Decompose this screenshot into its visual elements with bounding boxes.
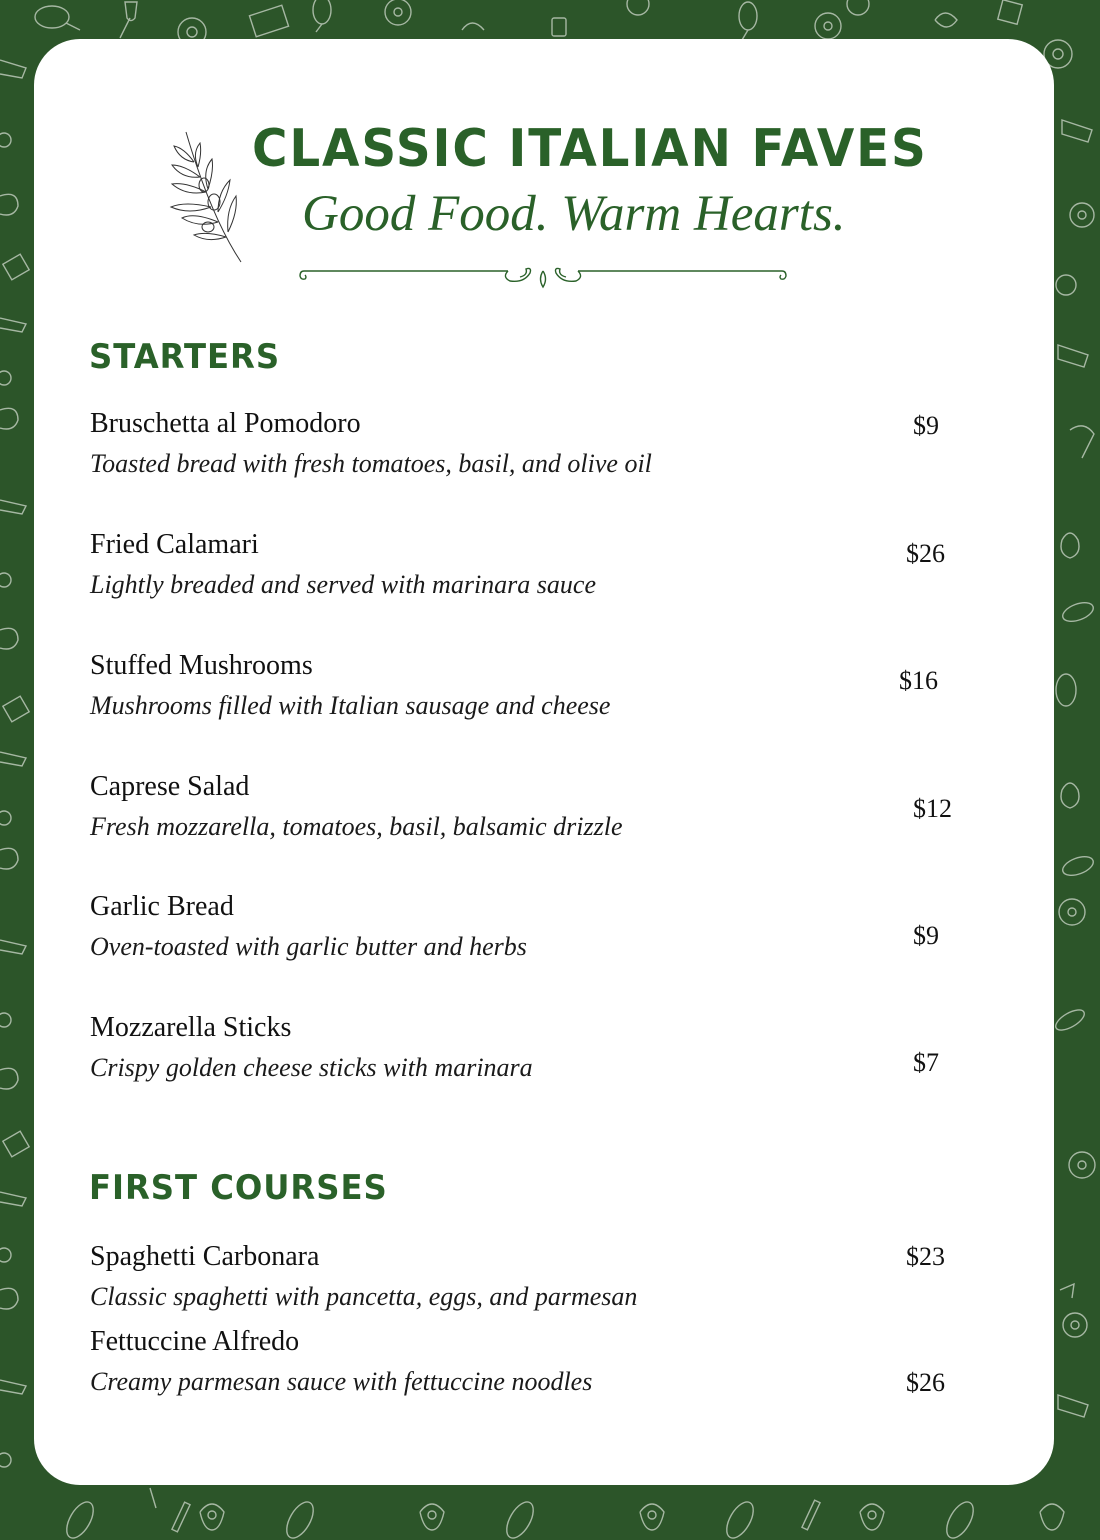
menu-item	[90, 1012, 990, 1084]
item-name: Fried Calamari	[90, 529, 259, 560]
menu-item	[90, 1326, 990, 1398]
item-price: $26	[906, 539, 945, 568]
item-description: Mushrooms filled with Italian sausage and cheese	[90, 691, 611, 720]
item-description: Toasted bread with fresh tomatoes, basil, and olive oil	[90, 449, 652, 478]
menu-card	[34, 39, 1054, 1485]
section-title-first-courses: FIRST COURSES	[89, 1168, 388, 1208]
item-description: Creamy parmesan sauce with fettuccine noodles	[90, 1367, 593, 1396]
item-price: $16	[899, 666, 938, 695]
menu-item	[90, 1241, 990, 1313]
item-name: Garlic Bread	[90, 891, 234, 922]
item-name: Bruschetta al Pomodoro	[90, 408, 361, 439]
section-title-starters: STARTERS	[89, 337, 281, 377]
menu-header	[34, 39, 1054, 339]
item-price: $12	[913, 794, 952, 823]
item-description: Crispy golden cheese sticks with marinara	[90, 1053, 533, 1082]
item-description: Fresh mozzarella, tomatoes, basil, balsamic drizzle	[90, 812, 623, 841]
scroll-ornament-divider	[298, 261, 788, 291]
item-description: Classic spaghetti with pancetta, eggs, and parmesan	[90, 1282, 638, 1311]
menu-item	[90, 771, 990, 843]
item-price: $9	[913, 411, 939, 440]
menu-item	[90, 891, 990, 963]
item-name: Caprese Salad	[90, 771, 250, 802]
item-description: Lightly breaded and served with marinara sauce	[90, 570, 596, 599]
item-price: $9	[913, 921, 939, 950]
item-name: Spaghetti Carbonara	[90, 1241, 320, 1272]
item-price: $7	[913, 1048, 939, 1077]
menu-title: CLASSIC ITALIAN FAVES	[252, 119, 928, 179]
item-name: Stuffed Mushrooms	[90, 650, 313, 681]
olive-branch-icon	[156, 127, 256, 267]
menu-item	[90, 650, 990, 722]
menu-tagline: Good Food. Warm Hearts.	[302, 186, 846, 242]
item-price: $23	[906, 1242, 945, 1271]
item-price: $26	[906, 1368, 945, 1397]
menu-item	[90, 529, 990, 601]
item-name: Fettuccine Alfredo	[90, 1326, 300, 1357]
item-description: Oven-toasted with garlic butter and herbs	[90, 932, 527, 961]
menu-item	[90, 408, 990, 480]
item-name: Mozzarella Sticks	[90, 1012, 292, 1043]
